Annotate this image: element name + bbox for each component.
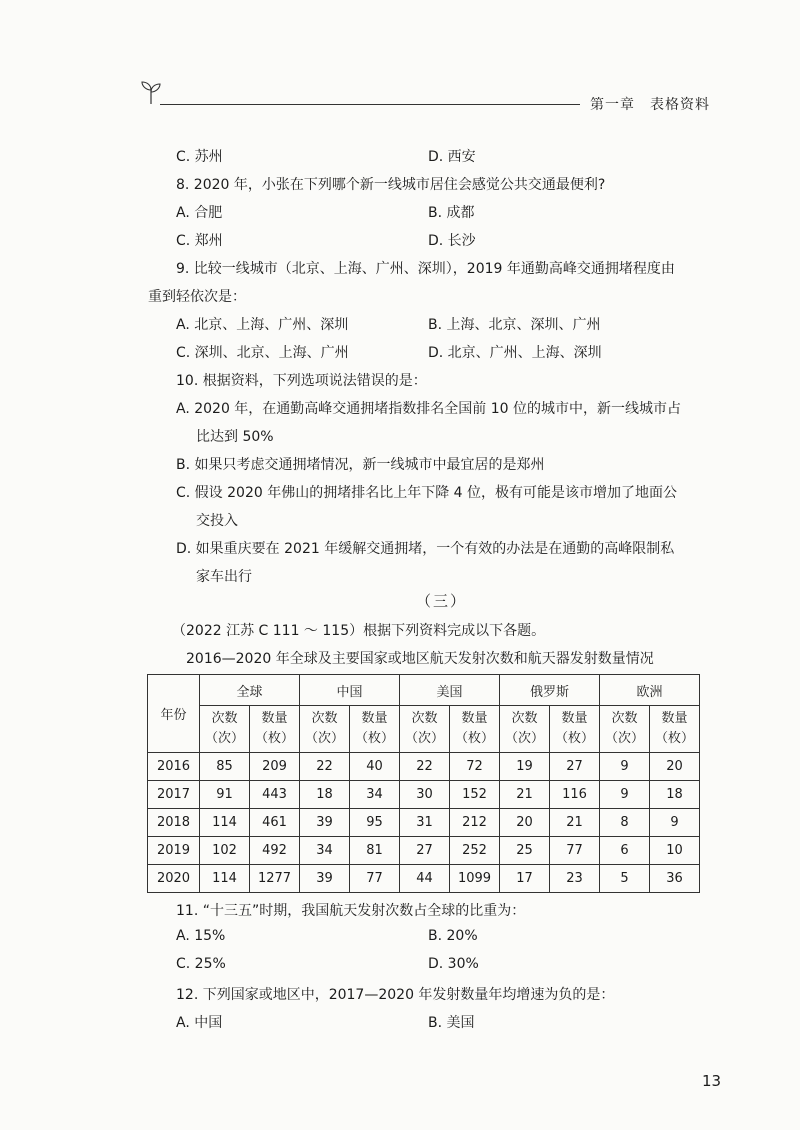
q8-stem: 8. 2020 年，小张在下列哪个新一线城市居住会感觉公共交通最便利? xyxy=(176,177,606,193)
subheader-qty-unit: （枚） xyxy=(254,731,294,746)
q11-option-d: D. 30% xyxy=(428,956,479,972)
q10-option-d-line2: 家车出行 xyxy=(196,569,252,585)
subheader-qty-label: 数量 xyxy=(461,711,488,726)
q9-option-a: A. 北京、上海、广州、深圳 xyxy=(176,317,349,333)
q9-option-b: B. 上海、北京、深圳、广州 xyxy=(428,317,601,333)
value-cell: 1277 xyxy=(250,865,300,893)
value-cell: 152 xyxy=(450,781,500,809)
q10-option-b: B. 如果只考虑交通拥堵情况，新一线城市中最宜居的是郑州 xyxy=(176,457,545,473)
value-cell: 21 xyxy=(500,781,550,809)
value-cell: 209 xyxy=(250,753,300,781)
value-cell: 36 xyxy=(650,865,700,893)
value-cell: 34 xyxy=(350,781,400,809)
group-header-russia: 俄罗斯 xyxy=(500,675,600,706)
value-cell: 443 xyxy=(250,781,300,809)
value-cell: 20 xyxy=(650,753,700,781)
header-rule xyxy=(160,104,580,105)
q10-option-c-line1: C. 假设 2020 年佛山的拥堵排名比上年下降 4 位，极有可能是该市增加了地面公 xyxy=(176,485,678,501)
group-header-europe: 欧洲 xyxy=(600,675,700,706)
subheader-qty-unit: （枚） xyxy=(554,731,594,746)
value-cell: 21 xyxy=(550,809,600,837)
q11-option-a: A. 15% xyxy=(176,928,226,944)
q8-option-d: D. 长沙 xyxy=(428,233,476,249)
subheader-count-unit: （次） xyxy=(604,731,644,746)
subheader-qty xyxy=(650,706,700,753)
q10-option-a-line1: A. 2020 年，在通勤高峰交通拥堵指数排名全国前 10 位的城市中，新一线城市占 xyxy=(176,401,682,417)
year-cell: 2016 xyxy=(148,753,200,781)
subheader-count xyxy=(200,706,250,753)
value-cell: 17 xyxy=(500,865,550,893)
q10-stem: 10. 根据资料，下列选项说法错误的是： xyxy=(176,373,427,389)
subheader-count-label: 次数 xyxy=(511,711,538,726)
chapter-header: 第一章 表格资料 xyxy=(590,97,710,113)
sprout-logo-icon xyxy=(138,78,164,106)
value-cell: 95 xyxy=(350,809,400,837)
table-row xyxy=(148,865,700,893)
subheader-qty-label: 数量 xyxy=(361,711,388,726)
launch-data-table xyxy=(147,674,700,893)
table-row xyxy=(148,753,700,781)
value-cell: 18 xyxy=(300,781,350,809)
subheader-count xyxy=(400,706,450,753)
value-cell: 212 xyxy=(450,809,500,837)
subheader-count-unit: （次） xyxy=(404,731,444,746)
year-cell: 2020 xyxy=(148,865,200,893)
group-header-global: 全球 xyxy=(200,675,300,706)
subheader-qty-label: 数量 xyxy=(561,711,588,726)
q9-stem-line1: 9. 比较一线城市（北京、上海、广州、深圳），2019 年通勤高峰交通拥堵程度由 xyxy=(176,261,675,277)
subheader-qty-unit: （枚） xyxy=(454,731,494,746)
q12-stem: 12. 下列国家或地区中，2017—2020 年发射数量年均增速为负的是： xyxy=(176,987,615,1003)
value-cell: 30 xyxy=(400,781,450,809)
table-row xyxy=(148,781,700,809)
value-cell: 116 xyxy=(550,781,600,809)
year-cell: 2017 xyxy=(148,781,200,809)
subheader-qty xyxy=(350,706,400,753)
subheader-count-label: 次数 xyxy=(311,711,338,726)
subheader-count xyxy=(600,706,650,753)
subheader-qty-label: 数量 xyxy=(661,711,688,726)
value-cell: 25 xyxy=(500,837,550,865)
value-cell: 77 xyxy=(350,865,400,893)
subheader-count-unit: （次） xyxy=(504,731,544,746)
year-header: 年份 xyxy=(148,675,200,753)
year-cell: 2018 xyxy=(148,809,200,837)
value-cell: 77 xyxy=(550,837,600,865)
q12-option-a: A. 中国 xyxy=(176,1015,223,1031)
value-cell: 40 xyxy=(350,753,400,781)
section-title: （三） xyxy=(416,592,468,610)
value-cell: 39 xyxy=(300,809,350,837)
page-number: 13 xyxy=(702,1072,722,1090)
value-cell: 252 xyxy=(450,837,500,865)
value-cell: 20 xyxy=(500,809,550,837)
subheader-qty xyxy=(550,706,600,753)
group-header-china: 中国 xyxy=(300,675,400,706)
value-cell: 492 xyxy=(250,837,300,865)
value-cell: 10 xyxy=(650,837,700,865)
table-row xyxy=(148,809,700,837)
value-cell: 19 xyxy=(500,753,550,781)
subheader-count-unit: （次） xyxy=(304,731,344,746)
value-cell: 461 xyxy=(250,809,300,837)
group-header-usa: 美国 xyxy=(400,675,500,706)
value-cell: 9 xyxy=(600,781,650,809)
subheader-count xyxy=(500,706,550,753)
subheader-count-label: 次数 xyxy=(611,711,638,726)
value-cell: 114 xyxy=(200,865,250,893)
q10-option-d-line1: D. 如果重庆要在 2021 年缓解交通拥堵，一个有效的办法是在通勤的高峰限制私 xyxy=(176,541,675,557)
value-cell: 91 xyxy=(200,781,250,809)
q8-option-c: C. 郑州 xyxy=(176,233,223,249)
year-cell: 2019 xyxy=(148,837,200,865)
q7-option-d: D. 西安 xyxy=(428,149,476,165)
q11-option-b: B. 20% xyxy=(428,928,478,944)
value-cell: 27 xyxy=(400,837,450,865)
value-cell: 23 xyxy=(550,865,600,893)
value-cell: 102 xyxy=(200,837,250,865)
value-cell: 72 xyxy=(450,753,500,781)
q9-option-d: D. 北京、广州、上海、深圳 xyxy=(428,345,602,361)
q8-option-b: B. 成都 xyxy=(428,205,475,221)
subheader-count-label: 次数 xyxy=(411,711,438,726)
value-cell: 1099 xyxy=(450,865,500,893)
subheader-qty-label: 数量 xyxy=(261,711,288,726)
q9-stem-line2: 重到轻依次是： xyxy=(148,289,246,305)
subheader-qty xyxy=(450,706,500,753)
q10-option-c-line2: 交投入 xyxy=(196,513,238,529)
q7-option-c: C. 苏州 xyxy=(176,149,223,165)
q10-option-a-line2: 比达到 50% xyxy=(196,429,274,445)
q11-option-c: C. 25% xyxy=(176,956,226,972)
q9-option-c: C. 深圳、北京、上海、广州 xyxy=(176,345,349,361)
value-cell: 39 xyxy=(300,865,350,893)
value-cell: 22 xyxy=(300,753,350,781)
value-cell: 8 xyxy=(600,809,650,837)
subheader-count-label: 次数 xyxy=(211,711,238,726)
q11-stem: 11. “十三五”时期，我国航天发射次数占全球的比重为： xyxy=(176,903,526,919)
value-cell: 85 xyxy=(200,753,250,781)
value-cell: 44 xyxy=(400,865,450,893)
q12-option-b: B. 美国 xyxy=(428,1015,475,1031)
value-cell: 18 xyxy=(650,781,700,809)
value-cell: 114 xyxy=(200,809,250,837)
table-caption: 2016—2020 年全球及主要国家或地区航天发射次数和航天器发射数量情况 xyxy=(186,651,654,667)
value-cell: 22 xyxy=(400,753,450,781)
value-cell: 6 xyxy=(600,837,650,865)
section-intro: （2022 江苏 C 111 ～ 115）根据下列资料完成以下各题。 xyxy=(172,623,546,639)
subheader-count-unit: （次） xyxy=(204,731,244,746)
subheader-qty-unit: （枚） xyxy=(654,731,694,746)
subheader-count xyxy=(300,706,350,753)
value-cell: 9 xyxy=(600,753,650,781)
value-cell: 34 xyxy=(300,837,350,865)
subheader-qty-unit: （枚） xyxy=(354,731,394,746)
value-cell: 27 xyxy=(550,753,600,781)
q8-option-a: A. 合肥 xyxy=(176,205,223,221)
value-cell: 9 xyxy=(650,809,700,837)
value-cell: 81 xyxy=(350,837,400,865)
value-cell: 5 xyxy=(600,865,650,893)
table-row xyxy=(148,837,700,865)
subheader-qty xyxy=(250,706,300,753)
value-cell: 31 xyxy=(400,809,450,837)
